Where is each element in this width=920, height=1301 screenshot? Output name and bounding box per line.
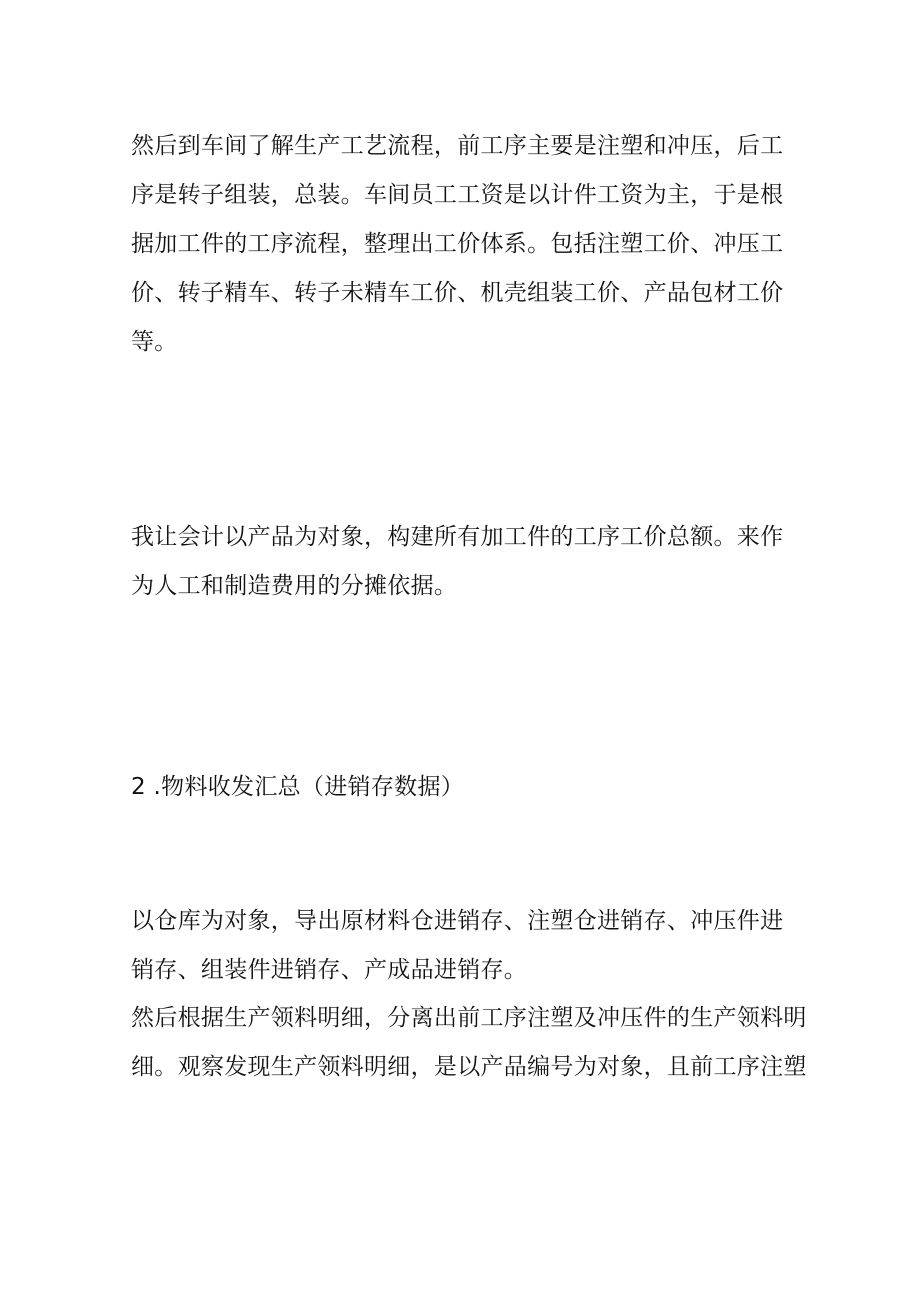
paragraph-line: 价、转子精车、转子未精车工价、机壳组装工价、产品包材工价: [131, 280, 784, 306]
paragraph-line: 序是转子组装，总装。车间员工工资是以计件工资为主，于是根: [131, 182, 784, 208]
paragraph-line: 为人工和制造费用的分摊依据。: [131, 573, 458, 599]
paragraph-line: 我让会计以产品为对象，构建所有加工件的工序工价总额。来作: [131, 524, 784, 550]
paragraph-material-requisition: [131, 994, 807, 1092]
paragraph-line: 据加工件的工序流程，整理出工价体系。包括注塑工价、冲压工: [131, 231, 784, 257]
paragraph-line: 以仓库为对象，导出原材料仓进销存、注塑仓进销存、冲压件进: [131, 908, 784, 934]
paragraph-line: 然后根据生产领料明细，分离出前工序注塑及冲压件的生产领料明: [131, 1005, 807, 1031]
paragraph-line: 然后到车间了解生产工艺流程，前工序主要是注塑和冲压，后工: [131, 133, 784, 159]
paragraph-workshop-process: [131, 122, 801, 367]
section-heading-text: 2 .物料收发汇总（进销存数据）: [131, 774, 465, 800]
paragraph-line: 销存、组装件进销存、产成品进销存。: [131, 957, 528, 983]
paragraph-line: 细。观察发现生产领料明细，是以产品编号为对象，且前工序注塑: [131, 1054, 807, 1080]
paragraph-line: 等。: [131, 329, 178, 355]
paragraph-warehouse-export: [131, 897, 801, 995]
section-heading: [131, 763, 801, 812]
paragraph-accounting-basis: [131, 513, 801, 611]
